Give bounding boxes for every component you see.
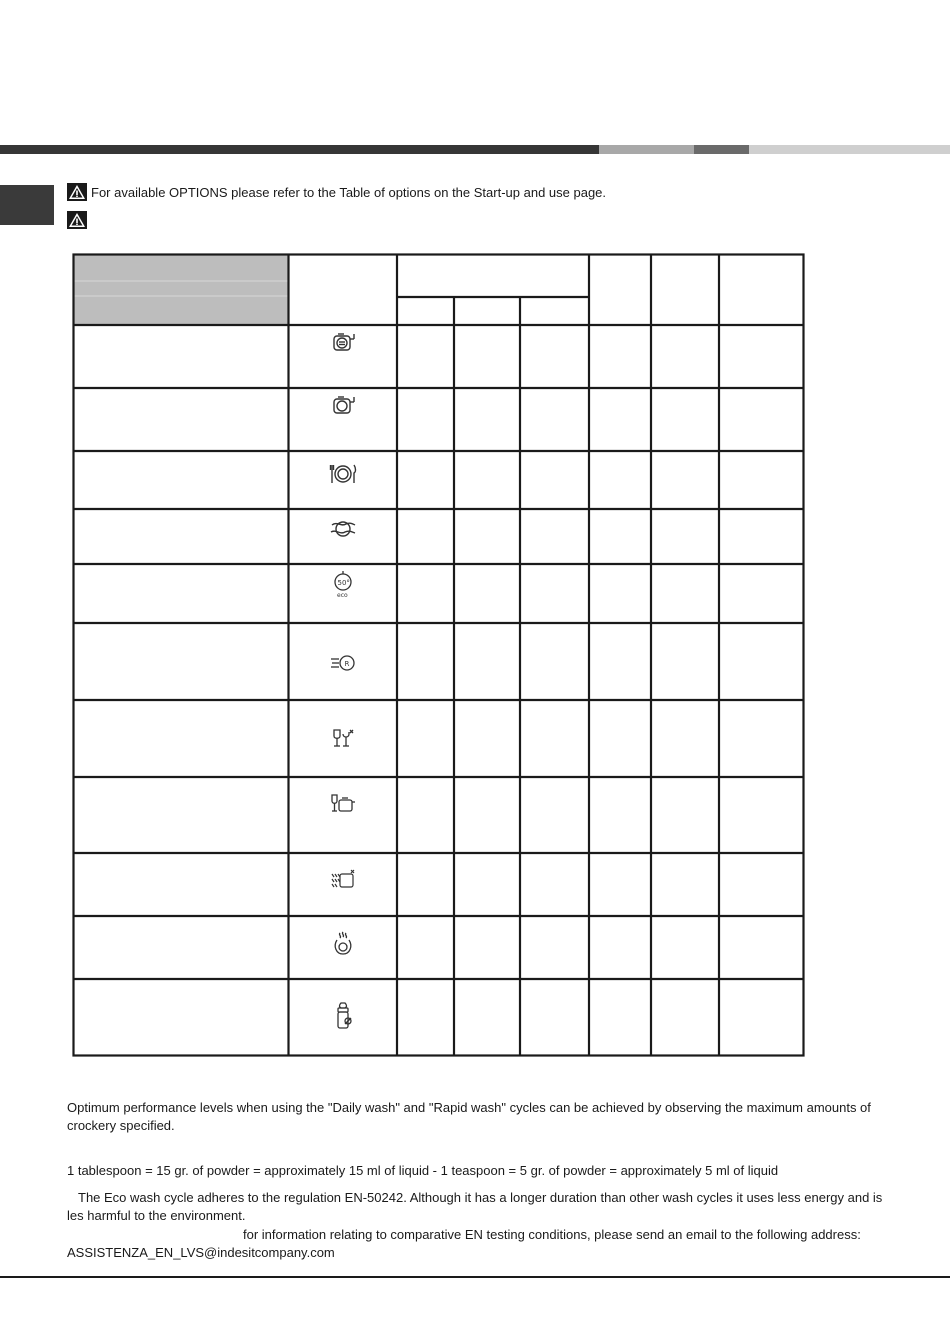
header-bar-segment-light bbox=[599, 145, 694, 154]
header-bar-segment-mid bbox=[694, 145, 749, 154]
mixed-load-icon bbox=[328, 515, 358, 543]
header-bar-segment-dark bbox=[0, 145, 599, 154]
pot-soak-icon bbox=[328, 329, 358, 357]
measure-note: 1 tablespoon = 15 gr. of powder = approximately 15 ml of liquid - 1 teaspoon = 5 gr. of powder = approximately 5 ml of liquid bbox=[67, 1163, 779, 1178]
glass-pot-icon bbox=[328, 790, 358, 818]
performance-note: Optimum performance levels when using the "Daily wash" and "Rapid wash" cycles can be achieved by observing the maximum amounts of crockery specified. bbox=[67, 1100, 871, 1133]
pot-icon bbox=[328, 392, 358, 420]
warning-triangle-icon bbox=[67, 211, 87, 229]
contact-email[interactable]: ASSISTENZA_EN_LVS@indesitcompany.com bbox=[67, 1245, 335, 1260]
language-tab-block bbox=[0, 185, 54, 225]
options-note: For available OPTIONS please refer to the Table of options on the Start-up and use page. bbox=[91, 185, 607, 200]
hygiene-icon bbox=[328, 930, 358, 958]
svg-text:50°: 50° bbox=[337, 579, 350, 587]
glasses-icon bbox=[328, 725, 358, 753]
header-bar-segment-pale bbox=[749, 145, 950, 154]
warning-triangle-icon bbox=[67, 183, 87, 201]
table-header-shade bbox=[74, 255, 288, 325]
rapid-wash-icon bbox=[328, 649, 358, 677]
eco-note: The Eco wash cycle adheres to the regulation EN-50242. Although it has a longer duration than other wash cycles it uses less energy and is les harmful to the environment. bbox=[67, 1190, 883, 1223]
header-bar bbox=[0, 145, 950, 154]
svg-text:R: R bbox=[344, 660, 350, 668]
footer-rule bbox=[0, 1276, 950, 1278]
svg-text:eco: eco bbox=[337, 592, 348, 599]
baby-bottle-icon bbox=[328, 1002, 358, 1030]
plate-cutlery-icon bbox=[328, 460, 358, 488]
rinse-icon bbox=[328, 866, 358, 894]
contact-note: for information relating to comparative EN testing conditions, please send an email to the following address: bbox=[243, 1227, 861, 1242]
eco-50-icon bbox=[328, 570, 358, 598]
